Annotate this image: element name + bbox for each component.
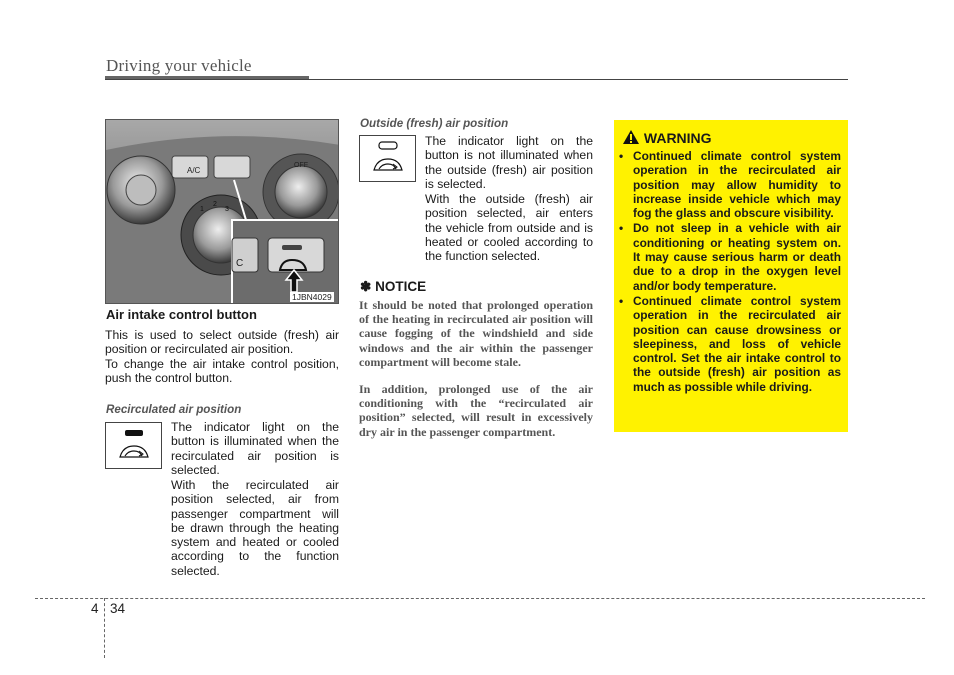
notice-title: NOTICE	[375, 279, 427, 294]
intro-paragraph-1: This is used to select outside (fresh) air position or recirculated air position.	[105, 328, 339, 357]
notice-icon: ✽	[360, 279, 372, 294]
warning-item: • Continued climate control system operation in the recirculated air position can cause drowsiness or sleepiness, and loss of vehicle control. Set the air intake control to the outside (fresh) air position as much as possible while driving.	[614, 294, 841, 394]
recirculated-indicator-box	[105, 422, 162, 469]
footer-vertical-divider	[104, 598, 105, 658]
fan-speed-1: 1	[200, 206, 204, 213]
fan-speed-2: 2	[213, 201, 217, 208]
notice-paragraph-2: In addition, prolonged use of the air conditioning with the “recirculated air position” selected, will result in excessively dry air in the passenger compartment.	[359, 382, 593, 439]
recirculated-paragraph-2: With the recirculated air position selected, air from passenger compartment will be drawn through the heating system and heated or cooled according to the function selected.	[171, 478, 339, 578]
warning-heading	[622, 129, 712, 146]
intro-paragraph-2: To change the air intake control position, push the control button.	[105, 357, 339, 386]
notice-paragraph-1: It should be noted that prolonged operation of the heating in recirculated air position will cause fogging of the windshield and side windows and the air within the passenger compartment will become stale.	[359, 298, 593, 369]
fresh-paragraph-2: With the outside (fresh) air position selected, air enters the vehicle from outside and is heated or cooled according to the function selected.	[425, 192, 593, 264]
warning-item: • Do not sleep in a vehicle with air conditioning or heating system on. It may cause serious harm or death due to a drop in the oxygen level and/or body temperature.	[614, 221, 841, 292]
warning-title: WARNING	[643, 130, 712, 146]
fresh-indicator-box	[359, 135, 416, 182]
warning-box	[614, 120, 848, 432]
ac-button-label: A/C	[187, 166, 201, 175]
warning-triangle-icon	[622, 129, 640, 145]
fresh-air-heading: Outside (fresh) air position	[360, 117, 509, 130]
footer-divider	[35, 598, 925, 599]
warning-list	[614, 149, 841, 395]
recirculated-paragraph-1: The indicator light on the button is illuminated when the recirculated air position is selected.	[171, 420, 339, 477]
climate-panel-illustration	[106, 120, 339, 304]
climate-panel-photo	[105, 119, 339, 304]
notice-heading	[360, 279, 426, 295]
c-label: C	[236, 258, 244, 269]
fresh-air-icon	[360, 136, 415, 181]
photo-caption: 1JBN4029	[292, 292, 332, 302]
warning-item: • Continued climate control system operation in the recirculated air position may allow humidity to increase inside vehicle which may fog the glass and obscure visibility.	[614, 149, 841, 220]
recirculated-air-icon	[106, 423, 161, 468]
fan-speed-3: 3	[225, 206, 229, 213]
section-header-title: Driving your vehicle	[106, 56, 252, 75]
off-label: OFF	[294, 162, 308, 169]
recirculated-heading: Recirculated air position	[106, 403, 242, 416]
fresh-paragraph-1: The indicator light on the button is not illuminated when the outside (fresh) air position is selected.	[425, 134, 593, 191]
section-number: 4	[91, 601, 99, 616]
air-intake-heading: Air intake control button	[106, 307, 257, 322]
header-rule-thin	[105, 79, 848, 80]
page-number: 34	[110, 601, 126, 616]
